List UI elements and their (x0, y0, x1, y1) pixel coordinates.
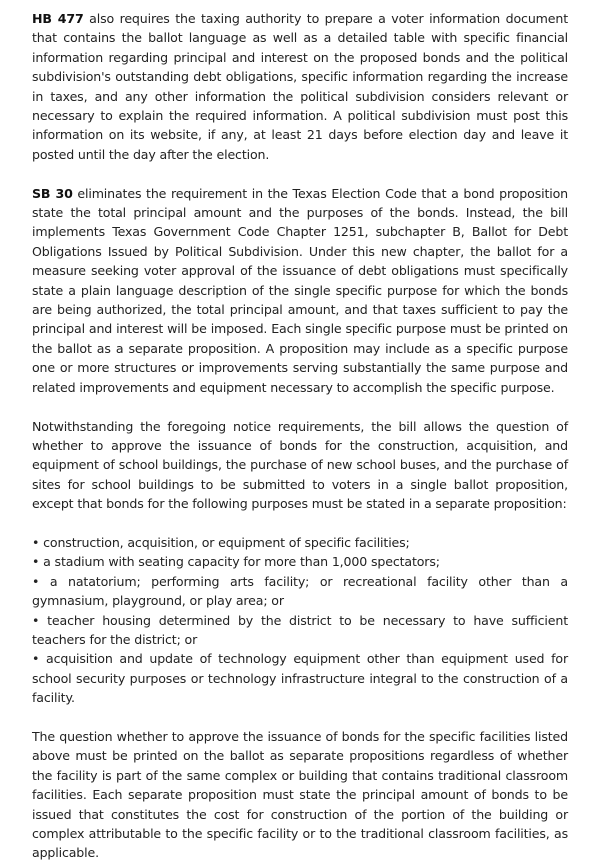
paragraph-notwithstanding: Notwithstanding the foregoing notice requirements, the bill allows the question of whether to approve the issuance of bonds for the construction, acquisition, and equipment of school buildings, the purchase of new school buses, and the purchase of sites for school buildings to be submitted to voters in a single ballot proposition, except that bonds for the following purposes must be stated in a separate proposition: (32, 418, 568, 512)
bill-label-hb477: HB 477 (32, 11, 84, 26)
paragraph-sb30-text: eliminates the requirement in the Texas Election Code that a bond proposition state the total principal amount and the purposes of the bonds. Instead, the bill implements Texas Government Code Chapter 1251, subchapter B, Ballot for Debt Obligations Issued by Political Subdivision. Under this new chapter, the ballot for a measure seeking voter approval of the issuance of debt obligations must specifically state a plain language description of the single specific purpose for which the bonds are being authorized, the total principal amount, and that taxes sufficient to pay the principal and interest will be imposed. Each single specific purpose must be printed on the ballot as a separate proposition. A proposition may include as a specific purpose one or more structures or improvements serving substantially the same purpose and related improvements and equipment necessary to accomplish the specific purpose. (32, 185, 568, 395)
paragraph-spacer (32, 708, 568, 727)
paragraph-hb477 (32, 9, 568, 164)
list-item: • teacher housing determined by the district to be necessary to have sufficient teachers for the district; or (32, 612, 568, 647)
paragraph-spacer (32, 514, 568, 533)
bullet-list (32, 533, 568, 708)
list-item: • a natatorium; performing arts facility; or recreational facility other than a gymnasium, playground, or play area; or (32, 573, 568, 609)
paragraph-question: The question whether to approve the issuance of bonds for the specific facilities listed above must be printed on the ballot as separate propositions regardless of whether the facility is part of the same complex or building that contains traditional classroom facilities. Each separate proposition must state the principal amount of bonds to be issued that constitutes the cost for construction of the portion of the building or complex attributable to the specific facility or to the traditional classroom facilities, as applicable. (32, 728, 568, 861)
list-item: • construction, acquisition, or equipment of specific facilities; (32, 534, 410, 550)
paragraph-sb30 (32, 184, 568, 397)
paragraph-spacer (32, 164, 568, 183)
bill-label-sb30: SB 30 (32, 185, 73, 201)
list-item: • a stadium with seating capacity for more than 1,000 spectators; (32, 554, 440, 570)
paragraph-hb477-text: also requires the taxing authority to prepare a voter information document that contains the ballot language as well as a detailed table with specific financial information regarding principal and interest on the proposed bonds and the political subdivision's outstanding debt obligations, specific information regarding the increase in taxes, and any other information the political subdivision considers relevant or necessary to explain the required information. A political subdivision must post this information on its website, if any, at least 21 days before election day and leave it posted until the day after the election. (32, 11, 568, 162)
list-item: • acquisition and update of technology equipment other than equipment used for school security purposes or technology infrastructure integral to the construction of a facility. (32, 651, 568, 706)
paragraph-spacer (32, 397, 568, 416)
